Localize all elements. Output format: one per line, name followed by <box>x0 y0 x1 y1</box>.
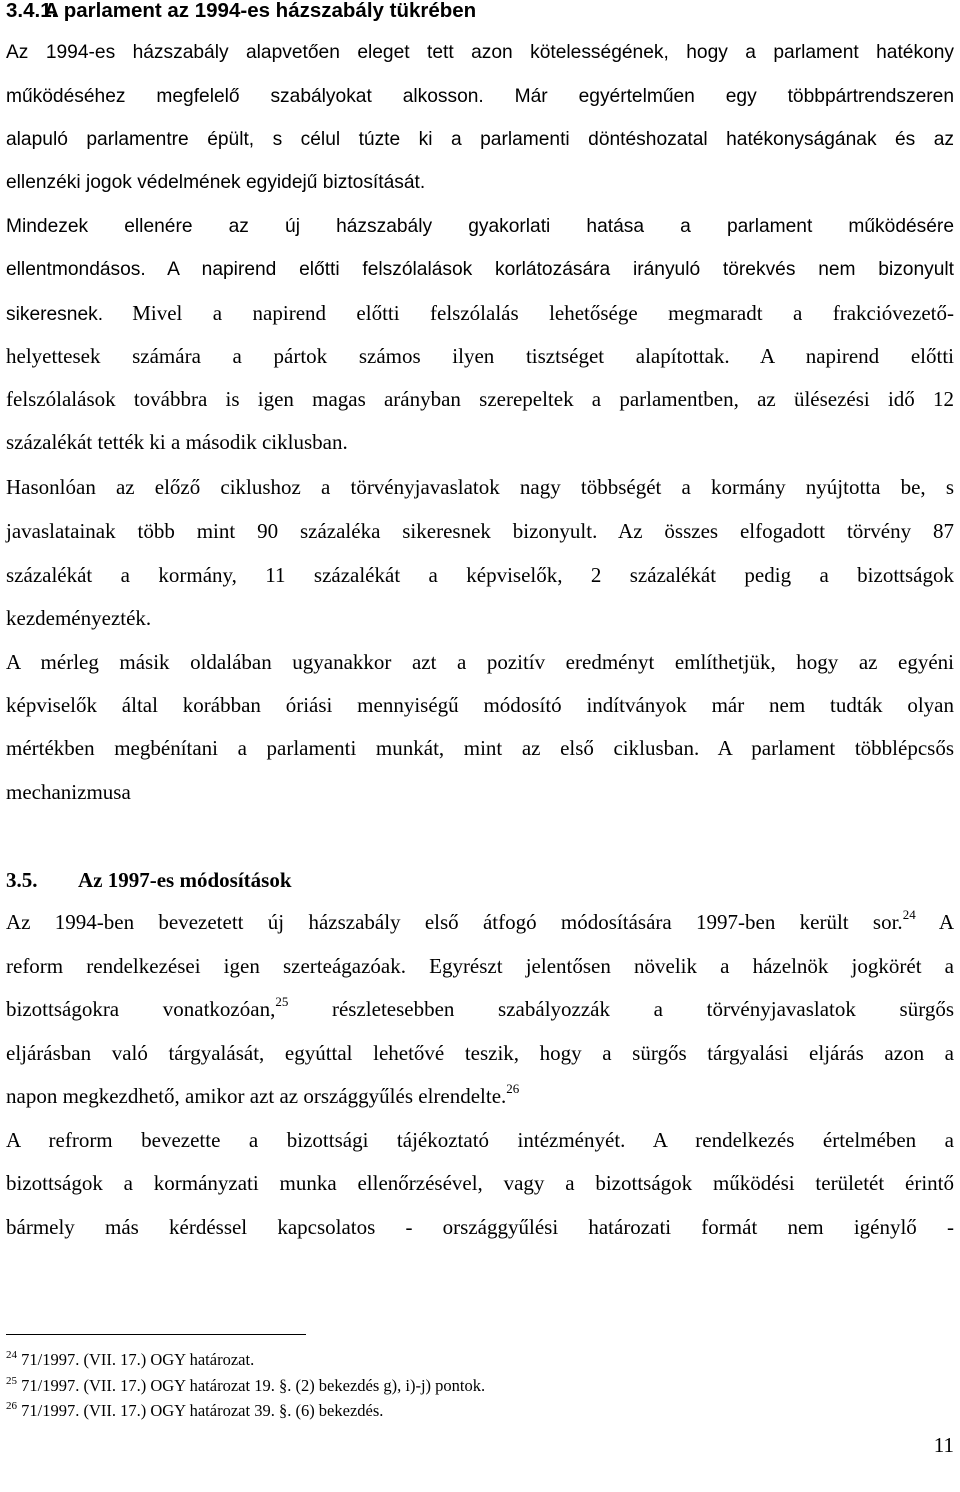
footnote-text: 71/1997. (VII. 17.) OGY határozat 19. §. (2) bekezdés g), i)-j) pontok. <box>21 1376 486 1395</box>
heading-title: Az 1997-es módosítások <box>78 868 292 892</box>
text-run: A <box>938 910 955 934</box>
footnote <box>6 1400 954 1422</box>
paragraph-line <box>6 341 954 371</box>
paragraph-line <box>6 994 954 1024</box>
paragraph-line: felszólalások továbbra is igen magas arányban szerepeltek a parlamentben, az ülésezési idő 12 <box>6 387 954 411</box>
paragraph-line: A refrorm bevezette a bizottsági tájékoztató intézményét. A rendelkezés értelmében a <box>6 1128 954 1152</box>
text-run: Az 1994-ben bevezetett új házszabály első átfogó módosítására 1997-ben került sor. <box>6 910 903 934</box>
text-run: bizottságokra vonatkozóan, <box>6 997 276 1021</box>
paragraph-line <box>6 298 954 328</box>
footnote-ref[interactable]: 24 <box>902 907 916 922</box>
paragraph-line: kezdeményezték. <box>6 606 152 630</box>
section-heading-3-4-1 <box>6 0 476 24</box>
paragraph-line: mértékben megbénítani a parlamenti munkát, mint az első ciklusban. A parlament többlépcsős <box>6 736 954 760</box>
footnote-text: 71/1997. (VII. 17.) OGY határozat 39. §. (6) bekezdés. <box>21 1401 384 1420</box>
text-run: sikeresnek. <box>6 304 104 325</box>
footnote-ref[interactable]: 26 <box>506 1081 520 1096</box>
paragraph-line: Hasonlóan az előző ciklushoz a törvényjavaslatok nagy többségét a kormány nyújtotta be, s <box>6 475 954 499</box>
paragraph-line: reform rendelkezései igen szerteágazóak. Egyrészt jelentősen növelik a házelnök jogkörét a <box>6 954 954 978</box>
text-run: Mivel a napirend előtti felszólalás lehetősége megmaradt a frakcióvezető- <box>132 301 954 325</box>
paragraph-line: javaslatainak több mint 90 százaléka sikeresnek bizonyult. Az összes elfogadott törvény 87 <box>6 519 954 543</box>
paragraph-line: bizottságok a kormányzati munka ellenőrzésével, vagy a bizottságok működési területét érintő <box>6 1171 954 1195</box>
paragraph-line: mechanizmusa <box>6 780 131 804</box>
paragraph-line: képviselők által korábban óriási mennyiségű módosító indítványok már nem tudták olyan <box>6 693 954 717</box>
paragraph-line: alapuló parlamentre épült, s célul túzte ki a parlamenti döntéshozatal hatékonyságának és az <box>6 129 954 150</box>
paragraph-line <box>6 907 954 937</box>
footnote <box>6 1375 954 1397</box>
paragraph-line: működéséhez megfelelő szabályokat alkosson. Már egyértelműen egy többpártrendszeren <box>6 86 954 107</box>
footnote-mark: 24 <box>6 1349 17 1361</box>
paragraph-line: ellenzéki jogok védelmének egyidejű biztosítását. <box>6 172 426 193</box>
footnote-separator <box>6 1334 306 1335</box>
page-number: 11 <box>933 1433 954 1457</box>
text-run: A napirend előtti <box>760 344 954 368</box>
text-run: napon megkezdhető, amikor azt az országgyűlés elrendelte. <box>6 1084 507 1108</box>
paragraph-line: eljárásban való tárgyalását, egyúttal lehetővé teszik, hogy a sürgős tárgyalási eljárás azon a <box>6 1041 954 1065</box>
heading-number: 3.4.1. <box>6 0 58 22</box>
footnote-mark: 25 <box>6 1375 17 1387</box>
heading-number: 3.5. <box>6 868 38 892</box>
paragraph-line: Mindezek ellenére az új házszabály gyakorlati hatása a parlament működésére <box>6 216 954 237</box>
paragraph-line <box>6 1081 954 1111</box>
paragraph-line: A mérleg másik oldalában ugyanakkor azt a pozitív eredményt említhetjük, hogy az egyéni <box>6 650 954 674</box>
paragraph-line: százalékát tették ki a második ciklusban. <box>6 430 348 454</box>
paragraph-line <box>6 255 954 285</box>
footnote-text: 71/1997. (VII. 17.) OGY határozat. <box>21 1350 255 1369</box>
paragraph-line: százalékát a kormány, 11 százalékát a képviselők, 2 százalékát pedig a bizottságok <box>6 563 954 587</box>
paragraph-line: Az 1994-es házszabály alapvetően eleget tett azon kötelességének, hogy a parlament hatékony <box>6 42 954 63</box>
footnote-ref[interactable]: 25 <box>275 994 289 1009</box>
footnote-mark: 26 <box>6 1400 17 1412</box>
text-run: ellentmondásos. <box>6 259 146 280</box>
text-run: helyettesek számára a pártok számos ilyen tisztséget alapítottak. <box>6 344 730 368</box>
text-run: A napirend előtti felszólalások korlátozására irányuló törekvés nem bizonyult <box>167 259 955 280</box>
section-heading-3-5 <box>6 865 954 895</box>
heading-title: A parlament az 1994-es házszabály tükrében <box>44 0 477 22</box>
paragraph-line: bármely más kérdéssel kapcsolatos - országgyűlési határozati formát nem igénylő - <box>6 1215 954 1239</box>
footnote <box>6 1349 954 1371</box>
text-run: részletesebben szabályozzák a törvényjavaslatok sürgős <box>331 997 954 1021</box>
